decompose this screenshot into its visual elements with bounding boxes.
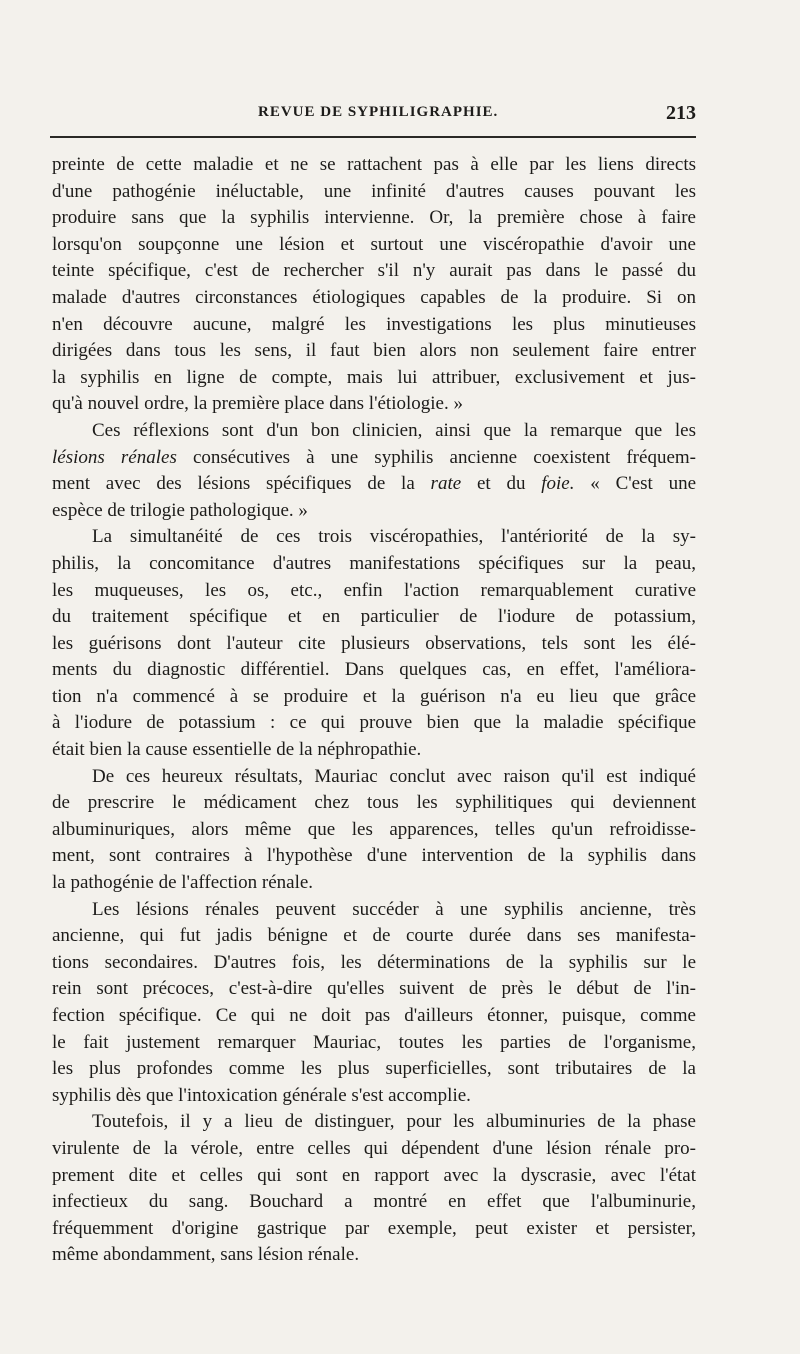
text-line: malade d'autres circonstances étiologiques capables de la produire. Si on [52, 286, 696, 308]
text-line: les muqueuses, les os, etc., enfin l'action remarquablement curative [52, 579, 696, 601]
text-line: tion n'a commencé à se produire et la guérison n'a eu lieu que grâce [52, 685, 696, 707]
text-line: ment avec des lésions spécifiques de la rate et du foie. « C'est une [52, 473, 696, 495]
text-line: la syphilis en ligne de compte, mais lui attribuer, exclusivement et jus- [52, 366, 696, 388]
text-line: espèce de trilogie pathologique. » [52, 499, 308, 521]
text-line: Ces réflexions sont d'un bon clinicien, ainsi que la remarque que les [92, 419, 696, 441]
text-line: le fait justement remarquer Mauriac, toutes les parties de l'organisme, [52, 1031, 696, 1053]
text-line: virulente de la vérole, entre celles qui dépendent d'une lésion rénale pro- [52, 1137, 696, 1159]
text-line: fréquemment d'origine gastrique par exemple, peut exister et persister, [52, 1217, 696, 1239]
text-line: Toutefois, il y a lieu de distinguer, pour les albuminuries de la phase [92, 1111, 696, 1133]
text-line: ancienne, qui fut jadis bénigne et de courte durée dans ses manifesta- [52, 925, 696, 947]
text-line: était bien la cause essentielle de la néphropathie. [52, 739, 422, 761]
italic-term: foie. [541, 473, 575, 495]
text-line: même abondamment, sans lésion rénale. [52, 1244, 360, 1266]
italic-term: lésions rénales [52, 446, 177, 468]
text-line: la pathogénie de l'affection rénale. [52, 872, 314, 894]
text-line: lorsqu'on soupçonne une lésion et surtout une viscéropathie d'avoir une [52, 233, 696, 255]
header-rule [50, 136, 696, 138]
text-line: prement dite et celles qui sont en rapport avec la dyscrasie, avec l'état [52, 1164, 696, 1186]
running-title: REVUE DE SYPHILIGRAPHIE. [258, 104, 499, 120]
text-line: du traitement spécifique et en particulier de l'iodure de potassium, [52, 606, 696, 628]
text-line: tions secondaires. D'autres fois, les déterminations de la syphilis sur le [52, 951, 696, 973]
text-line: les guérisons dont l'auteur cite plusieurs observations, tels sont les élé- [52, 632, 696, 654]
text-line: rein sont précoces, c'est-à-dire qu'elles suivent de près le début de l'in- [52, 978, 696, 1000]
text-line: De ces heureux résultats, Mauriac conclut avec raison qu'il est indiqué [92, 765, 696, 787]
text-line: infectieux du sang. Bouchard a montré en effet que l'albuminurie, [52, 1191, 696, 1213]
text-line: lésions rénales consécutives à une syphilis ancienne coexistent fréquem- [52, 446, 696, 468]
text-line: qu'à nouvel ordre, la première place dans l'étiologie. » [52, 393, 463, 415]
text-line: La simultanéité de ces trois viscéropathies, l'antériorité de la sy- [92, 526, 696, 548]
text-line: teinte spécifique, c'est de rechercher s'il n'y aurait pas dans le passé du [52, 260, 696, 282]
body-text [52, 152, 696, 1269]
text-line: preinte de cette maladie et ne se rattachent pas à elle par les liens directs [52, 154, 696, 175]
text-line: les plus profondes comme les plus superficielles, sont tributaires de la [52, 1058, 696, 1080]
page-header [50, 104, 696, 130]
text-line: ments du diagnostic différentiel. Dans quelques cas, en effet, l'améliora- [52, 659, 696, 681]
text-line: dirigées dans tous les sens, il faut bien alors non seulement faire entrer [52, 340, 696, 362]
text-line: philis, la concomitance d'autres manifestations spécifiques sur la peau, [52, 552, 696, 574]
italic-term: rate [430, 473, 462, 495]
text-line: d'une pathogénie inéluctable, une infinité d'autres causes pouvant les [52, 180, 696, 202]
text-line: fection spécifique. Ce qui ne doit pas d'ailleurs étonner, puisque, comme [52, 1005, 696, 1026]
text-line: produire sans que la syphilis intervienne. Or, la première chose à faire [52, 207, 696, 229]
text-line: albuminuriques, alors même que les apparences, telles qu'un refroidisse- [52, 818, 696, 840]
text-line: n'en découvre aucune, malgré les investigations les plus minutieuses [52, 313, 696, 335]
text-line: à l'iodure de potassium : ce qui prouve bien que la maladie spécifique [52, 712, 696, 734]
text-line: syphilis dès que l'intoxication générale s'est accomplie. [52, 1084, 471, 1106]
text-line: ment, sont contraires à l'hypothèse d'une intervention de la syphilis dans [52, 845, 696, 867]
text-line: Les lésions rénales peuvent succéder à une syphilis ancienne, très [92, 898, 696, 920]
text-line: de prescrire le médicament chez tous les syphilitiques qui deviennent [52, 792, 696, 814]
page-number: 213 [666, 102, 696, 124]
